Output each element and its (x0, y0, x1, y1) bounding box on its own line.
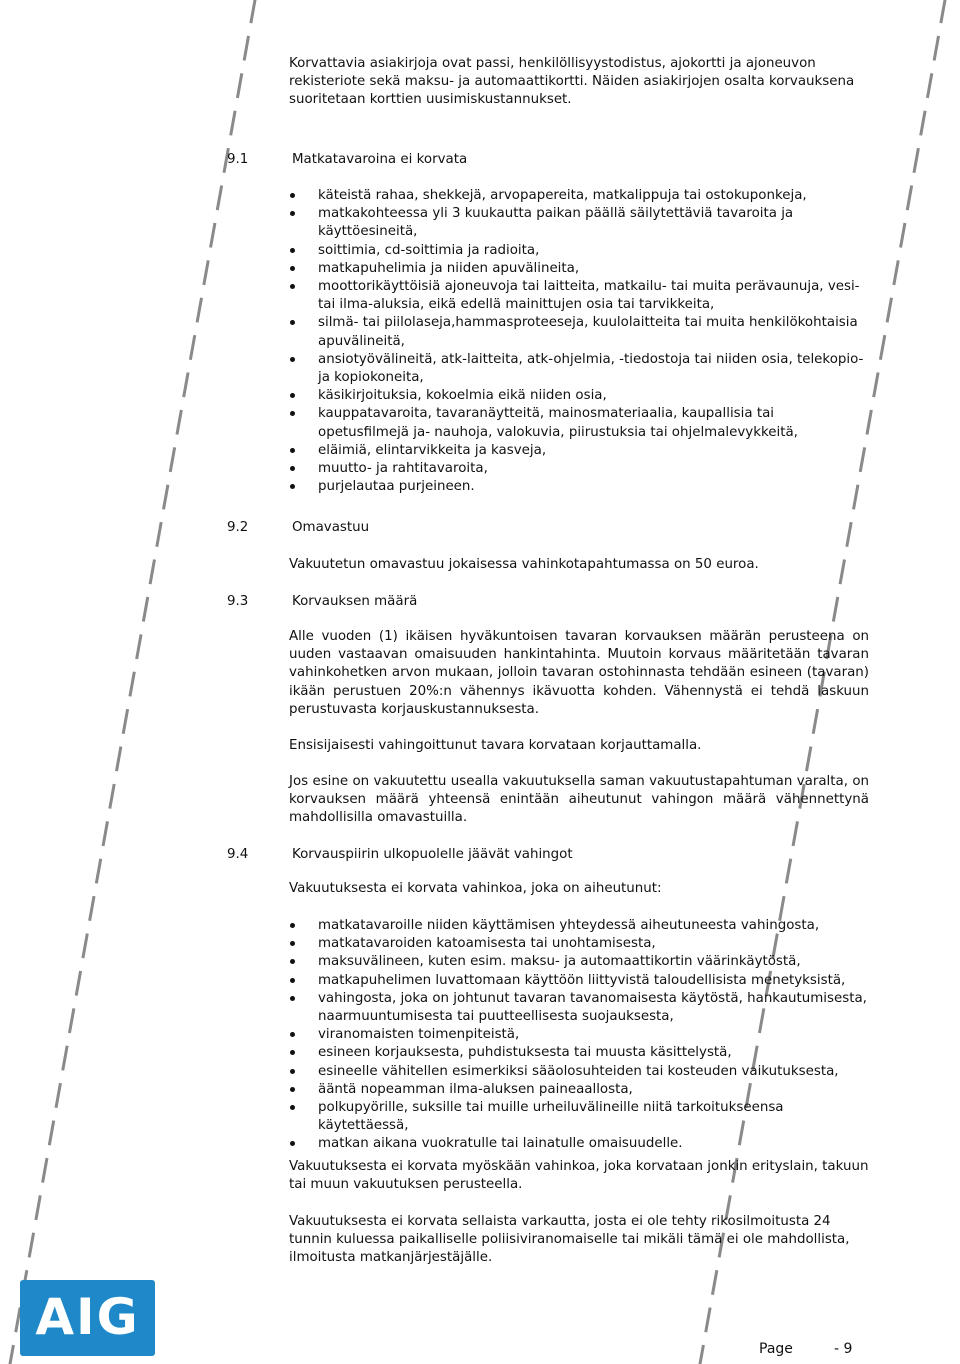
list-item: purjelautaa purjeineen. (289, 478, 869, 496)
aig-logo-text: AIG (35, 1288, 140, 1346)
list-item: kauppatavaroita, tavaranäytteitä, mainosmateriaalia, kaupallisia tai opetusfilmejä ja- nauhoja, valokuvia, piirustuksia tai ohjelmalevykkeitä, (289, 405, 869, 441)
compensation-paragraph-3: Jos esine on vakuutettu usealla vakuutuksella saman vakuutustapahtuman varalta, on korvauksen määrä yhteensä enintään aiheutunut vahingon määrä vähennettynä mahdollisilla omavastuilla. (289, 774, 869, 826)
list-item: matkakohteessa yli 3 kuukautta paikan päällä säilytettäviä tavaroita ja käyttöesineitä, (289, 205, 869, 241)
section-number-9-3: 9.3 (227, 594, 249, 609)
list-item: eläimiä, elintarvikkeita ja kasveja, (289, 442, 869, 460)
list-item: moottorikäyttöisiä ajoneuvoja tai laitteita, matkailu- tai muita perävaunuja, vesi- tai ilma-aluksia, eikä edellä mainittujen osia tai tarvikkeita, (289, 278, 869, 314)
exclusions-intro: Vakuutuksesta ei korvata vahinkoa, joka on aiheutunut: (289, 881, 662, 896)
list-item: matkan aikana vuokratulle tai lainatulle omaisuudelle. (289, 1135, 869, 1153)
list-item: esineelle vähitellen esimerkiksi sääolosuhteiden tai kosteuden vaikutuksesta, (289, 1063, 869, 1081)
section-title-9-2: Omavastuu (292, 520, 370, 535)
list-item: viranomaisten toimenpiteistä, (289, 1026, 869, 1044)
list-item: muutto- ja rahtitavaroita, (289, 460, 869, 478)
exclusions-paragraph-1: Vakuutuksesta ei korvata myöskään vahinkoa, joka korvataan jonkin erityslain, takuun tai muun vakuutuksen perusteella. (289, 1159, 869, 1193)
excluded-items-list (289, 187, 869, 496)
list-item: matkapuhelimia ja niiden apuvälineita, (289, 260, 869, 278)
exclusions-list (289, 917, 869, 1154)
aig-logo (20, 1280, 155, 1356)
list-item: esineen korjauksesta, puhdistuksesta tai muusta käsittelystä, (289, 1044, 869, 1062)
list-item: käsikirjoituksia, kokoelmia eikä niiden osia, (289, 387, 869, 405)
page-number: - 9 (834, 1341, 853, 1357)
compensation-paragraph-1: Alle vuoden (1) ikäisen hyväkuntoisen tavaran korvauksen määrän perusteena on uuden vastaavan omaisuuden hankintahinta. Muutoin korvaus määritetään tavaran vahinkohetken arvon mukaan, jolloin tavaran ostohinnasta tehdään esineen (tavaran) ikään perustuen 20%:n vähennys ikävuotta kohden. Vähennystä ei tehdä laskuun perustuvasta korjauskustannuksesta. (289, 629, 869, 717)
list-item: matkapuhelimen luvattomaan käyttöön liittyvistä taloudellisista menetyksistä, (289, 972, 869, 990)
page-label: Page (759, 1341, 793, 1357)
list-item: silmä- tai piilolaseja,hammasproteeseja, kuulolaitteita tai muita henkilökohtaisia apuvälineitä, (289, 314, 869, 350)
section-number-9-2: 9.2 (227, 520, 249, 535)
section-title-9-3: Korvauksen määrä (292, 594, 418, 609)
list-item: matkatavaroiden katoamisesta tai unohtamisesta, (289, 935, 869, 953)
list-item: ääntä nopeamman ilma-aluksen paineaallosta, (289, 1081, 869, 1099)
dashed-stripe-left (10, 0, 255, 1364)
list-item: maksuvälineen, kuten esim. maksu- ja automaattikortin väärinkäytöstä, (289, 953, 869, 971)
list-item: vahingosta, joka on johtunut tavaran tavanomaisesta käytöstä, hankautumisesta, naarmuuntumisesta tai puutteellisesta suojauksesta, (289, 990, 869, 1026)
exclusions-paragraph-2: Vakuutuksesta ei korvata sellaista varkautta, josta ei ole tehty rikosilmoitusta 24 tunnin kuluessa paikalliselle poliisiviranomaiselle tai mikäli tämä ei ole mahdollista, ilmoitusta matkanjärjestäjälle. (289, 1214, 850, 1266)
section-number-9-4: 9.4 (227, 847, 249, 862)
section-title-9-1: Matkatavaroina ei korvata (292, 152, 468, 167)
list-item: matkatavaroille niiden käyttämisen yhteydessä aiheutuneesta vahingosta, (289, 917, 869, 935)
section-title-9-4: Korvauspiirin ulkopuolelle jäävät vahingot (292, 847, 573, 862)
list-item: soittimia, cd-soittimia ja radioita, (289, 242, 869, 260)
deductible-paragraph: Vakuutetun omavastuu jokaisessa vahinkotapahtumassa on 50 euroa. (289, 557, 759, 572)
compensation-paragraph-2: Ensisijaisesti vahingoittunut tavara korvataan korjauttamalla. (289, 738, 702, 753)
list-item: polkupyörille, suksille tai muille urheiluvälineille niitä tarkoitukseensa käytettäessä, (289, 1099, 869, 1135)
list-item: käteistä rahaa, shekkejä, arvopapereita, matkalippuja tai ostokuponkeja, (289, 187, 869, 205)
section-number-9-1: 9.1 (227, 152, 249, 167)
list-item: ansiotyövälineitä, atk-laitteita, atk-ohjelmia, -tiedostoja tai niiden osia, telekopio- ja kopiokoneita, (289, 351, 869, 387)
intro-paragraph: Korvattavia asiakirjoja ovat passi, henkilöllisyystodistus, ajokortti ja ajoneuvon rekisteriote sekä maksu- ja automaattikortti. Näiden asiakirjojen osalta korvauksena suoritetaan korttien uusimiskustannukset. (289, 56, 855, 108)
